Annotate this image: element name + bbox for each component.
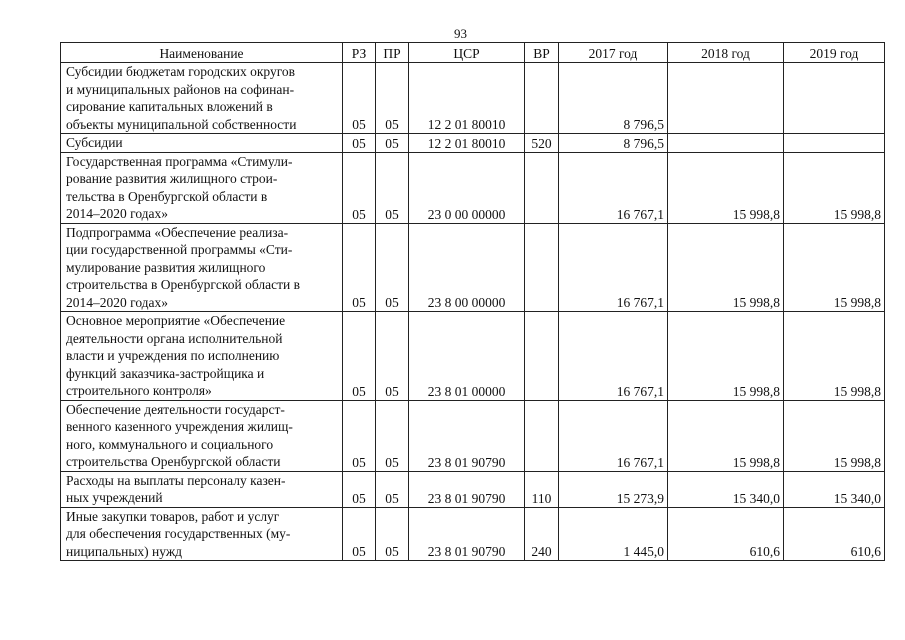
row-name-line: власти и учреждения по исполнению [66, 348, 280, 363]
amount-2017-cell: 8 796,5 [559, 63, 668, 134]
row-name-line: Основное мероприятие «Обеспечение [66, 313, 286, 328]
row-name-line: рование развития жилищного строи- [66, 171, 278, 186]
amount-2018-cell: 15 340,0 [668, 471, 784, 507]
amount-2017-cell: 16 767,1 [559, 312, 668, 401]
row-name-line: ниципальных) нужд [66, 543, 183, 559]
rz-cell: 05 [343, 471, 376, 507]
csr-cell: 23 8 01 90790 [409, 471, 525, 507]
row-name-line: объекты муниципальной собственности [66, 116, 297, 132]
row-name-line: деятельности органа исполнительной [66, 330, 283, 346]
row-name-cell [61, 312, 343, 401]
amount-2018-cell: 610,6 [668, 507, 784, 561]
row-name-cell [61, 63, 343, 134]
row-name-line: 2014–2020 годах» [66, 294, 169, 310]
pr-cell: 05 [376, 471, 409, 507]
table-row [61, 152, 885, 223]
csr-cell: 23 8 01 90790 [409, 507, 525, 561]
row-name-line: Субсидии бюджетам городских округов [66, 64, 296, 79]
amount-2017-cell: 16 767,1 [559, 400, 668, 471]
amount-2018-cell: 15 998,8 [668, 223, 784, 312]
amount-2018-cell [668, 63, 784, 134]
amount-2019-cell [784, 63, 885, 134]
table-row [61, 223, 885, 312]
amount-2019-cell [784, 134, 885, 153]
row-name-cell [61, 134, 343, 153]
amount-2017-cell: 1 445,0 [559, 507, 668, 561]
row-name-line: для обеспечения государственных (му- [66, 526, 291, 541]
amount-2018-cell [668, 134, 784, 153]
amount-2019-cell: 15 998,8 [784, 223, 885, 312]
csr-cell: 23 8 01 90790 [409, 400, 525, 471]
header-row [61, 43, 885, 63]
table-row [61, 400, 885, 471]
header-rz: РЗ [343, 43, 376, 63]
vr-cell [525, 152, 559, 223]
header-2017: 2017 год [559, 43, 668, 63]
rz-cell: 05 [343, 63, 376, 134]
row-name-cell [61, 223, 343, 312]
header-vr: ВР [525, 43, 559, 63]
pr-cell: 05 [376, 223, 409, 312]
row-name-line: венного казенного учреждения жилищ- [66, 419, 293, 434]
table-row [61, 63, 885, 134]
row-name-line: сирование капитальных вложений в [66, 99, 273, 114]
row-name-cell [61, 471, 343, 507]
csr-cell: 23 0 00 00000 [409, 152, 525, 223]
rz-cell: 05 [343, 152, 376, 223]
header-name: Наименование [61, 43, 343, 63]
vr-cell: 240 [525, 507, 559, 561]
row-name-line: Иные закупки товаров, работ и услуг [66, 508, 280, 524]
row-name-line: Обеспечение деятельности государст- [66, 401, 285, 417]
row-name-line: тельства в Оренбургской области в [66, 188, 268, 204]
amount-2017-cell: 8 796,5 [559, 134, 668, 153]
row-name-line: 2014–2020 годах» [66, 206, 169, 221]
row-name-cell [61, 507, 343, 561]
csr-cell: 12 2 01 80010 [409, 134, 525, 153]
amount-2017-cell: 15 273,9 [559, 471, 668, 507]
header-2018: 2018 год [668, 43, 784, 63]
amount-2017-cell: 16 767,1 [559, 152, 668, 223]
row-name-line: и муниципальных районов на софинан- [66, 81, 295, 97]
amount-2018-cell: 15 998,8 [668, 312, 784, 401]
csr-cell: 23 8 00 00000 [409, 223, 525, 312]
vr-cell [525, 63, 559, 134]
pr-cell: 05 [376, 63, 409, 134]
amount-2018-cell: 15 998,8 [668, 400, 784, 471]
rz-cell: 05 [343, 223, 376, 312]
pr-cell: 05 [376, 507, 409, 561]
rz-cell: 05 [343, 134, 376, 153]
row-name-line: строительства Оренбургской области [66, 454, 281, 469]
row-name-line: Расходы на выплаты персоналу казен- [66, 472, 286, 488]
amount-2019-cell: 610,6 [784, 507, 885, 561]
csr-cell: 23 8 01 00000 [409, 312, 525, 401]
table-row [61, 134, 885, 153]
row-name-line: функций заказчика-застройщика и [66, 365, 265, 381]
row-name-line: Подпрограмма «Обеспечение реализа- [66, 224, 289, 240]
amount-2017-cell: 16 767,1 [559, 223, 668, 312]
row-name-line: Государственная программа «Стимули- [66, 153, 293, 169]
amount-2018-cell: 15 998,8 [668, 152, 784, 223]
vr-cell: 110 [525, 471, 559, 507]
row-name-cell [61, 152, 343, 223]
pr-cell: 05 [376, 152, 409, 223]
vr-cell [525, 312, 559, 401]
pr-cell: 05 [376, 134, 409, 153]
pr-cell: 05 [376, 312, 409, 401]
vr-cell: 520 [525, 134, 559, 153]
amount-2019-cell: 15 998,8 [784, 152, 885, 223]
row-name-line: ции государственной программы «Сти- [66, 242, 293, 257]
rz-cell: 05 [343, 312, 376, 401]
row-name-cell [61, 400, 343, 471]
row-name-line: Субсидии [66, 135, 123, 150]
page-number: 93 [454, 26, 467, 41]
row-name-line: ных учреждений [66, 490, 163, 505]
row-name-line: ного, коммунального и социального [66, 436, 274, 452]
rz-cell: 05 [343, 507, 376, 561]
csr-cell: 12 2 01 80010 [409, 63, 525, 134]
table-row [61, 507, 885, 561]
table-row [61, 471, 885, 507]
row-name-line: мулирование развития жилищного [66, 259, 266, 275]
amount-2019-cell: 15 340,0 [784, 471, 885, 507]
table-row [61, 312, 885, 401]
amount-2019-cell: 15 998,8 [784, 400, 885, 471]
header-2019: 2019 год [784, 43, 885, 63]
header-csr: ЦСР [409, 43, 525, 63]
row-name-line: строительного контроля» [66, 383, 212, 398]
vr-cell [525, 223, 559, 312]
row-name-line: строительства в Оренбургской области в [66, 277, 300, 292]
header-pr: ПР [376, 43, 409, 63]
vr-cell [525, 400, 559, 471]
budget-table [60, 42, 885, 561]
rz-cell: 05 [343, 400, 376, 471]
amount-2019-cell: 15 998,8 [784, 312, 885, 401]
pr-cell: 05 [376, 400, 409, 471]
